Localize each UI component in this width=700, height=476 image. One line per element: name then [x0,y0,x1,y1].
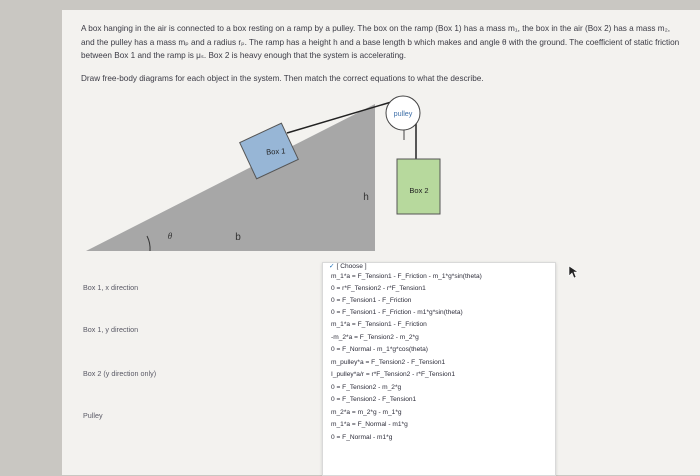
dropdown-option[interactable]: 0 = r*F_Tension2 - r*F_Tension1 [331,285,426,292]
row-label-pulley: Pulley [83,411,103,420]
ramp [86,104,375,251]
equation-dropdown-list[interactable] [322,262,556,476]
dropdown-option[interactable]: m_2*a = m_2*g - m_1*g [331,409,402,416]
row-label-box2-y: Box 2 (y direction only) [83,369,157,378]
dropdown-option[interactable]: m_1*a = F_Tension1 - F_Friction - m_1*g*sin(theta) [331,273,482,280]
dropdown-option[interactable]: I_pulley*a/r = r*F_Tension2 - r*F_Tension1 [331,371,456,378]
dropdown-option[interactable]: 0 = F_Tension2 - F_Tension1 [331,396,417,403]
angle-label: θ [167,231,173,241]
row-label-box1-y: Box 1, y direction [83,325,139,334]
dropdown-option[interactable]: 0 = F_Tension1 - F_Friction [331,297,412,304]
dropdown-option[interactable]: 0 = F_Normal - m_1*g*cos(theta) [331,346,428,353]
height-label: h [363,192,369,203]
box-2-label: Box 2 [409,186,429,195]
dropdown-selected-label: [ Choose ] [336,263,367,270]
dropdown-selected-option[interactable] [329,262,367,272]
pulley-label: pulley [393,109,413,118]
dropdown-option[interactable]: m_1*a = F_Tension1 - F_Friction [331,321,427,328]
mouse-cursor-icon [568,265,578,279]
question-instruction: Draw free-body diagrams for each object in the system. Then match the correct equations to what the describe. [81,73,484,83]
dropdown-option[interactable]: m_1*a = F_Normal - m1*g [331,421,408,428]
dropdown-option[interactable]: 0 = F_Tension2 - m_2*g [331,384,402,391]
dropdown-option[interactable]: 0 = F_Tension1 - F_Friction - m1*g*sin(theta) [331,309,463,316]
dropdown-option[interactable]: -m_2*a = F_Tension2 - m_2*g [331,334,419,341]
base-label: b [235,232,241,243]
box-1-label: Box 1 [265,146,286,157]
checkmark-icon: ✓ [329,263,335,270]
row-label-box1-x: Box 1, x direction [83,283,139,292]
question-paragraph: A box hanging in the air is connected to a box resting on a ramp by a pulley. The box on the ramp (Box 1) has a mass m₁, the box in the air (Box 2) has a mass m₂, and the pulley has a mass mₚ and a radius rₚ. The ramp has a height h and a base length b which makes and angle θ with the ground. The coefficient of static friction between Box 1 and the ramp is μₛ. Box 2 is heavy enough that the system is accelerating. [81,24,680,60]
dropdown-option[interactable]: 0 = F_Normal - m1*g [331,434,393,441]
dropdown-option[interactable]: m_pulley*a = F_Tension2 - F_Tension1 [331,359,446,366]
